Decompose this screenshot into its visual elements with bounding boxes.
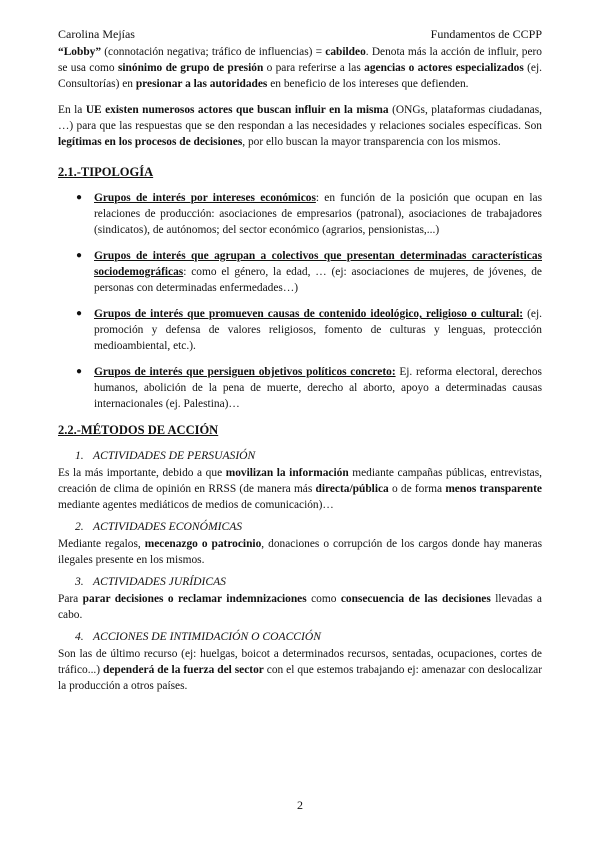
method-text-juridicas: Para parar decisiones o reclamar indemnizaciones como consecuencia de las decisiones llevadas a cabo. [58, 593, 542, 621]
bullet-icon: ● [76, 366, 83, 377]
intro-paragraph-lobby: “Lobby” (connotación negativa; tráfico de influencias) = cabildeo. Denota más la acción de influir, pero se usa como sinónimo de grupo de presión o para referirse a las agencias o actores especializados (ej. Consultorías) en presionar a las autoridades en beneficio de los intereses que defienden. [58, 46, 543, 90]
header-subject: Fundamentos de CCPP [430, 27, 542, 41]
method-text-persuasion: Es la más importante, debido a que movilizan la información mediante campañas públicas, entrevistas, creación de clima de opinión en RRSS (de manera más directa/pública o de forma menos transparente mediante agentes mediáticos de medios de comunicación)… [58, 467, 542, 511]
method-text-intimidacion: Son las de último recurso (ej: huelgas, boicot a determinados recursos, sentadas, ocupaciones, cortes de tráfico...) dependerá de la fuerza del sector con el que estemos trabajando ej: amenazar con deslocalizar la producción a otros países. [58, 648, 543, 692]
bullet-icon: ● [76, 250, 83, 261]
intro-paragraph-ue: En la UE existen numerosos actores que buscan influir en la misma (ONGs, plataformas ciudadanas, …) para que las respuestas que se den respondan a las necesidades y relaciones sociales específicas. Son legítimas en los procesos de decisiones, por ello buscan la mayor transparencia con los mismos. [58, 104, 543, 148]
method-heading-juridicas: 3. ACTIVIDADES JURÍDICAS [75, 575, 226, 588]
tipologia-list [58, 190, 542, 412]
header-author: Carolina Mejías [58, 27, 135, 41]
bullet-icon: ● [76, 192, 83, 203]
method-heading-persuasion: 1. ACTIVIDADES DE PERSUASIÓN [75, 449, 256, 462]
page-content [58, 44, 542, 694]
method-heading-intimidacion: 4. ACCIONES DE INTIMIDACIÓN O COACCIÓN [75, 630, 322, 643]
method-text-economicas: Mediante regalos, mecenazgo o patrocinio, donaciones o corrupción de los cargos donde hay maneras ilegales presente en los mismos. [58, 538, 543, 566]
section-heading-metodos: 2.2.-MÉTODOS DE ACCIÓN [58, 423, 219, 437]
method-heading-economicas: 2. ACTIVIDADES ECONÓMICAS [75, 520, 243, 533]
page-number: 2 [297, 798, 303, 812]
list-item: ● Grupos de interés que agrupan a colectivos que presentan determinadas características sociodemográficas: como el género, la edad, … (ej: asociaciones de mujeres, de jóvenes, de personas con determinadas enfermedades…) [76, 250, 542, 294]
list-item: ● Grupos de interés por intereses económicos: en función de la posición que ocupan en las relaciones de producción: asociaciones de empresarios (patronal), asociaciones de trabajadores (sindicatos), de autónomos; del sector económico (agrarios, pensionistas,...) [76, 192, 542, 236]
section-heading-tipologia: 2.1.-TIPOLOGÍA [58, 165, 154, 179]
list-item: ● Grupos de interés que persiguen objetivos políticos concreto: Ej. reforma electoral, derechos humanos, abolición de la pena de muerte, derecho al aborto, apoyo a determinadas causas internacionales (ej. Palestina)… [76, 366, 542, 410]
bullet-icon: ● [76, 308, 83, 319]
list-item: ● Grupos de interés que promueven causas de contenido ideológico, religioso o cultural: (ej. promoción y defensa de valores religiosos, fomento de culturas y lenguas, protección medioambiental, etc.). [76, 308, 542, 352]
